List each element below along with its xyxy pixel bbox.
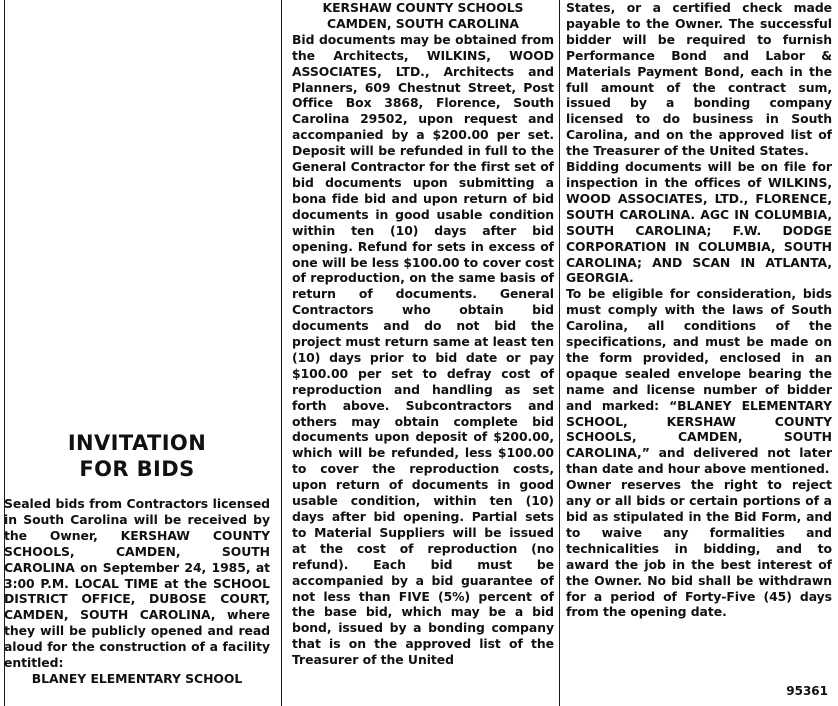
headline bbox=[4, 430, 270, 482]
headline-line-2: FOR BIDS bbox=[79, 457, 195, 481]
project-title: BLANEY ELEMENTARY SCHOOL bbox=[31, 670, 243, 686]
bid-documents-paragraph: Bid documents may be obtained from the Architects, WILKINS, WOOD ASSOCIATES, LTD., Architects and Planners, 609 Chestnut Street, Post Office Box 3868, Florence, South Carolina 29502, upon request and accompanied by a $200.00 per set. Deposit will be refunded in full to the General Contractor for the first set of bid documents upon submitting a bona fide bid and upon return of bid documents in good usable condition within ten (10) days after bid opening. Refund for sets in excess of one will be less $100.00 to cover cost of reproduction, on the same basis of return of documents. General Contractors who obtain bid documents and do not bid the project must return same at least ten (10) days prior to bid date or pay $100.00 per set to defray cost of reproduction and handling as set forth above. Subcontractors and others may obtain complete bid documents upon deposit of $200.00, which will be refunded, less $100.00 to cover the reproduction costs, upon return of documents in good usable condition, within ten (10) days after bid opening. Partial sets to Material Suppliers will be issued at the cost of reproduction (no refund). Each bid must be accompanied by a bid guarantee of not less than FIVE (5%) percent of the base bid, which may be a bid bond, issued by a bonding company that is on the approved list of the Treasurer of the United bbox=[292, 31, 554, 668]
intro-paragraph: Sealed bids from Contractors licensed in South Carolina will be received by the Owner, KERSHAW COUNTY SCHOOLS, CAMDEN, SOUTH CAROLINA on September 24, 1985, at 3:00 P.M. LOCAL TIME at the SCHOOL DISTRICT OFFICE, DUBOSE COURT, CAMDEN, SOUTH CAROLINA, where they will be publicly opened and read aloud for the construction of a facility entitled: bbox=[4, 496, 270, 671]
column-three bbox=[566, 0, 832, 620]
owner-line-1: KERSHAW COUNTY SCHOOLS bbox=[322, 0, 524, 15]
headline-line-1: INVITATION bbox=[67, 431, 207, 455]
owner-line-2: CAMDEN, SOUTH CAROLINA bbox=[327, 15, 519, 31]
ad-number: 95361 bbox=[786, 684, 828, 698]
column-rule-middle bbox=[281, 0, 282, 706]
column-rule-right bbox=[559, 0, 560, 706]
inspection-paragraph: Bidding documents will be on file for inspection in the offices of WILKINS, WOOD ASSOCIATES, LTD., FLORENCE, SOUTH CAROLINA. AGC IN COLUMBIA, SOUTH CAROLINA; F.W. DODGE CORPORATION IN COLUMBIA, SOUTH CAROLINA; AND SCAN IN ATLANTA, GEORGIA. bbox=[566, 159, 832, 286]
bond-paragraph: States, or a certified check made payable to the Owner. The successful bidder will be required to furnish Performance Bond and Labor & Materials Payment Bond, each in the full amount of the contract sum, issued by a bonding company licensed to do business in South Carolina, and on the approved list of the Treasurer of the United States. bbox=[566, 0, 832, 159]
column-two bbox=[292, 0, 554, 668]
owner-rights-paragraph: Owner reserves the right to reject any or all bids or certain portions of a bid as stipulated in the Bid Form, and to waive any formalities and technicalities in bidding, and to award the job in the best interest of the Owner. No bid shall be withdrawn for a period of Forty-Five (45) days from the opening date. bbox=[566, 477, 832, 620]
eligibility-paragraph: To be eligible for consideration, bids must comply with the laws of South Carolina, all conditions of the specifications, and must be made on the form provided, enclosed in an opaque sealed envelope bearing the name and license number of bidder and marked: “BLANEY ELEMENTARY SCHOOL, KERSHAW COUNTY SCHOOLS, CAMDEN, SOUTH CAROLINA,” and delivered not later than date and hour above mentioned. bbox=[566, 286, 832, 477]
column-one bbox=[4, 430, 270, 687]
